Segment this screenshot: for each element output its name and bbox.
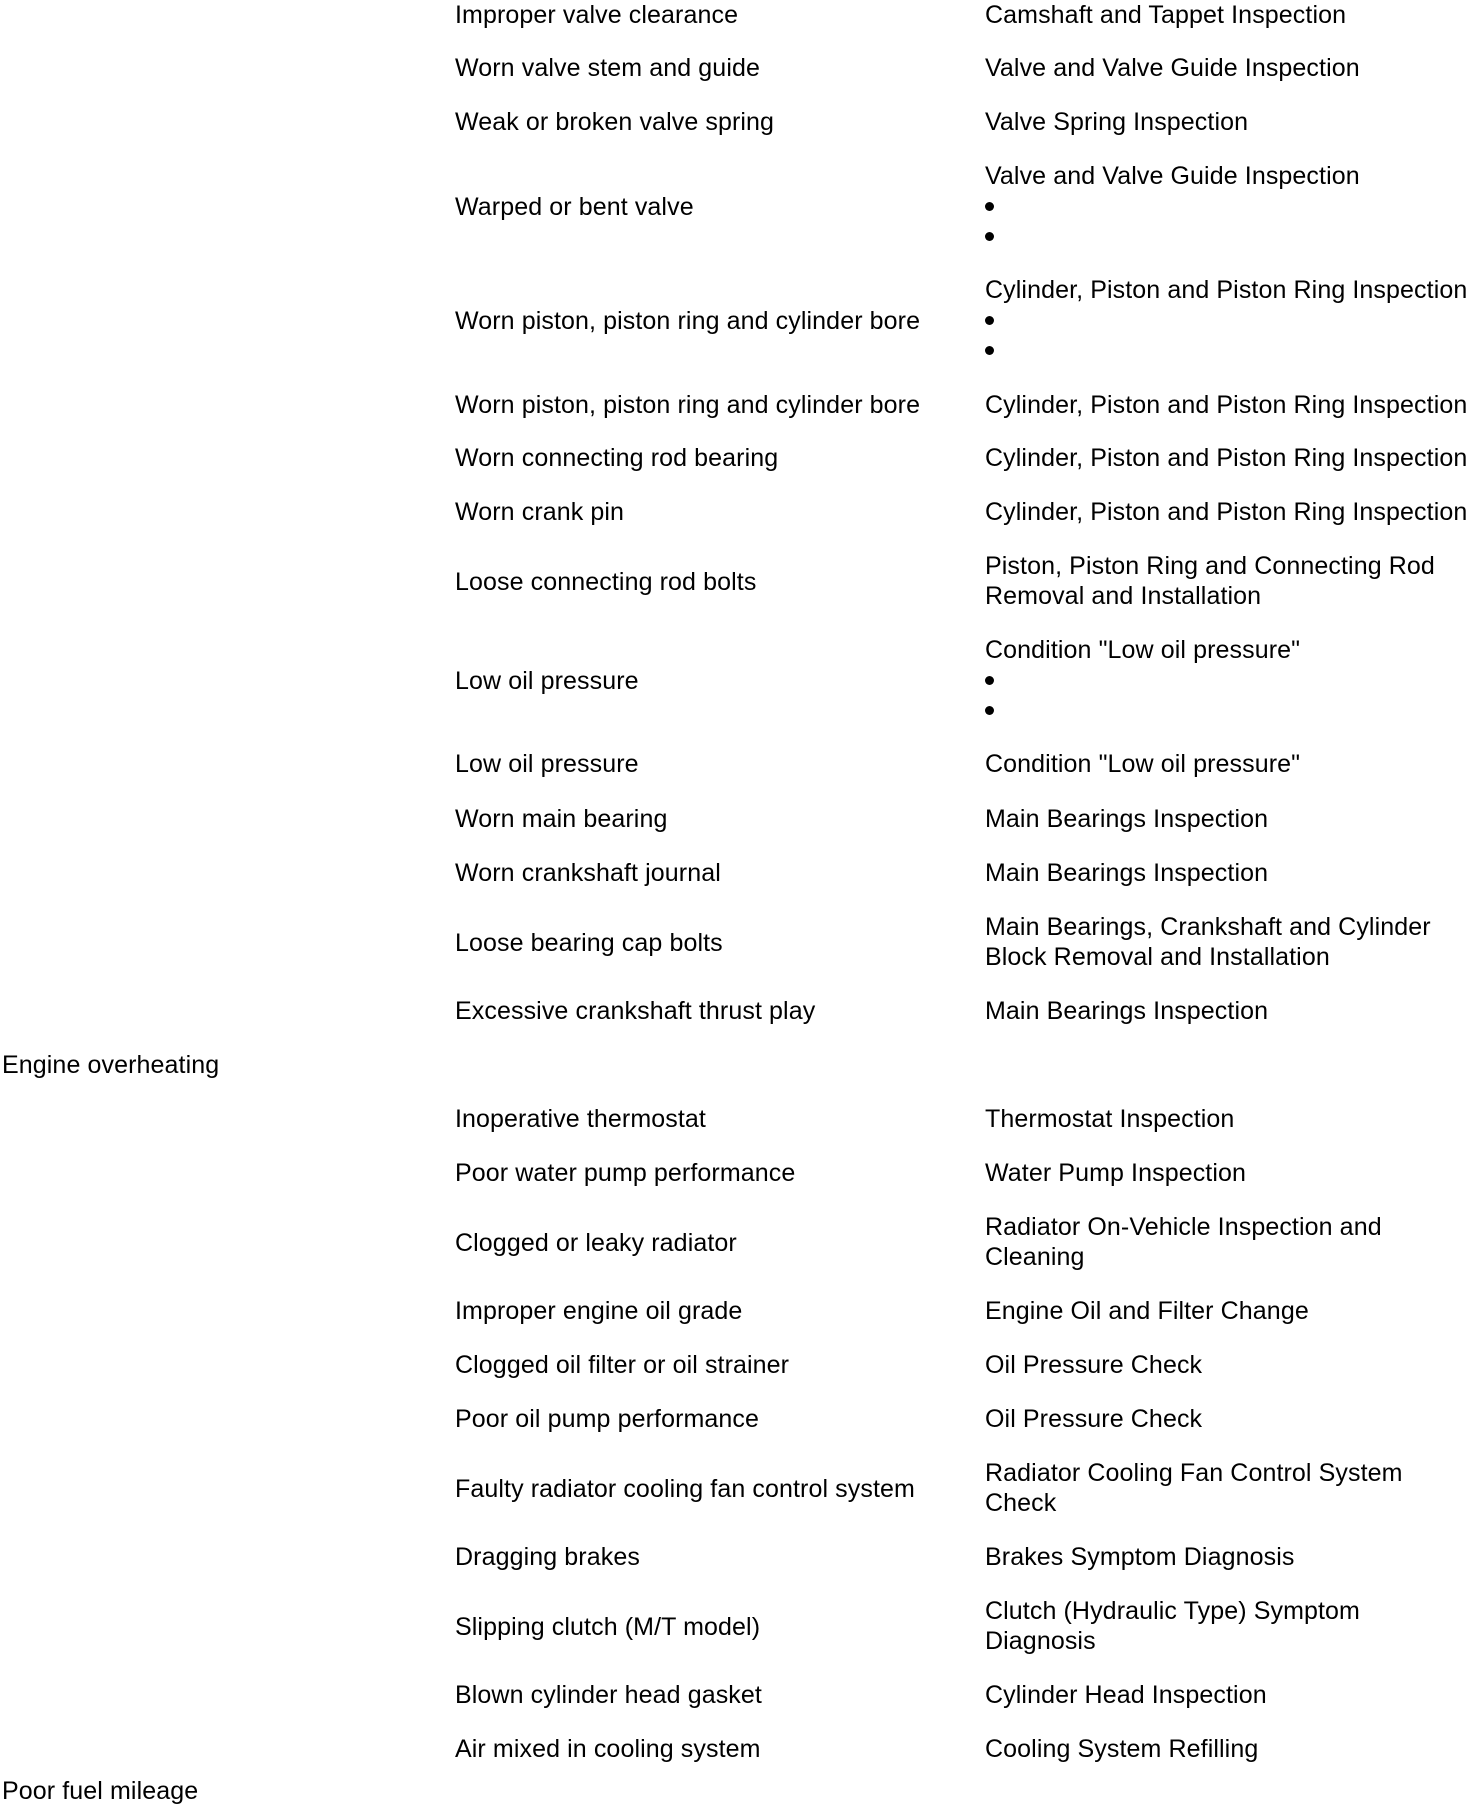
check-text: Cylinder, Piston and Piston Ring Inspection [985,391,1468,419]
bullet-icon [985,305,1465,335]
check-text: Clutch (Hydraulic Type) Symptom [985,1597,1360,1625]
check-text: Piston, Piston Ring and Connecting Rod [985,552,1435,580]
check-reference [985,1158,1465,1188]
cause-text: Loose connecting rod bolts [455,568,757,596]
check-reference [985,1350,1465,1380]
cause-text: Faulty radiator cooling fan control system [455,1475,915,1503]
check-reference [985,497,1468,527]
cause-text: Air mixed in cooling system [455,1735,761,1763]
check-text: Radiator On-Vehicle Inspection and [985,1213,1382,1241]
check-reference [985,1296,1465,1326]
check-text: Removal and Installation [985,582,1262,610]
check-text: Brakes Symptom Diagnosis [985,1543,1295,1571]
check-text: Cylinder, Piston and Piston Ring Inspection [985,444,1468,472]
condition-heading: Engine overheating [2,1051,220,1079]
cause-text: Inoperative thermostat [455,1105,706,1133]
cause-text: Worn crankshaft journal [455,859,721,887]
bullet-icon [985,191,1465,221]
check-text: Diagnosis [985,1627,1096,1655]
cause-text: Clogged or leaky radiator [455,1229,737,1257]
check-text: Valve and Valve Guide Inspection [985,162,1360,190]
check-text: Check [985,1489,1057,1517]
check-text: Block Removal and Installation [985,943,1330,971]
cause-text: Poor oil pump performance [455,1405,760,1433]
bullet-icon [985,665,1465,695]
cause-text: Weak or broken valve spring [455,108,775,136]
cause-text: Excessive crankshaft thrust play [455,997,816,1025]
cause-text: Worn connecting rod bearing [455,444,779,472]
cause-text: Low oil pressure [455,667,639,695]
check-text: Water Pump Inspection [985,1159,1247,1187]
check-text: Thermostat Inspection [985,1105,1235,1133]
check-text: Main Bearings Inspection [985,859,1269,887]
check-reference [985,1104,1465,1134]
check-text: Radiator Cooling Fan Control System [985,1459,1403,1487]
cause-text: Loose bearing cap bolts [455,929,723,957]
check-text: Camshaft and Tappet Inspection [985,1,1347,29]
check-reference [985,996,1465,1026]
check-text: Cylinder Head Inspection [985,1681,1267,1709]
cause-text: Blown cylinder head gasket [455,1681,762,1709]
check-reference [985,858,1465,888]
check-reference [985,390,1468,420]
cause-text: Improper engine oil grade [455,1297,743,1325]
cause-text: Improper valve clearance [455,1,739,29]
check-reference [985,161,1465,251]
cause-text: Worn piston, piston ring and cylinder bore [455,307,921,335]
check-reference [985,443,1468,473]
cause-text: Worn crank pin [455,498,625,526]
check-text: Main Bearings, Crankshaft and Cylinder [985,913,1431,941]
check-text: Valve Spring Inspection [985,108,1249,136]
check-text: Oil Pressure Check [985,1351,1203,1379]
check-text: Main Bearings Inspection [985,805,1269,833]
check-reference [985,1212,1465,1272]
cause-text: Worn main bearing [455,805,668,833]
check-text: Engine Oil and Filter Change [985,1297,1309,1325]
check-text: Cooling System Refilling [985,1735,1259,1763]
check-text: Cylinder, Piston and Piston Ring Inspection [985,276,1468,304]
check-reference [985,1596,1465,1656]
check-reference [985,107,1465,137]
check-reference [985,53,1465,83]
check-reference [985,551,1465,611]
check-reference [985,1734,1465,1764]
cause-text: Slipping clutch (M/T model) [455,1613,761,1641]
check-reference [985,1404,1465,1434]
cause-text: Poor water pump performance [455,1159,796,1187]
check-text: Condition "Low oil pressure" [985,750,1301,778]
condition-heading: Poor fuel mileage [2,1777,199,1805]
check-text: Oil Pressure Check [985,1405,1203,1433]
cause-text: Worn valve stem and guide [455,54,760,82]
cause-text: Warped or bent valve [455,193,694,221]
check-text: Main Bearings Inspection [985,997,1269,1025]
check-text: Cleaning [985,1243,1085,1271]
check-text: Cylinder, Piston and Piston Ring Inspection [985,498,1468,526]
cause-text: Worn piston, piston ring and cylinder bore [455,391,921,419]
check-text: Valve and Valve Guide Inspection [985,54,1360,82]
check-reference [985,0,1465,30]
check-reference [985,1458,1465,1518]
check-reference [985,635,1465,725]
check-reference [985,804,1465,834]
check-reference [985,275,1468,365]
bullet-icon [985,695,1465,725]
check-reference [985,1542,1465,1572]
check-reference [985,1680,1465,1710]
check-text: Condition "Low oil pressure" [985,636,1301,664]
check-reference [985,749,1465,779]
bullet-icon [985,221,1465,251]
bullet-icon [985,335,1465,365]
cause-text: Dragging brakes [455,1543,640,1571]
cause-text: Clogged oil filter or oil strainer [455,1351,790,1379]
cause-text: Low oil pressure [455,750,639,778]
check-reference [985,912,1465,972]
